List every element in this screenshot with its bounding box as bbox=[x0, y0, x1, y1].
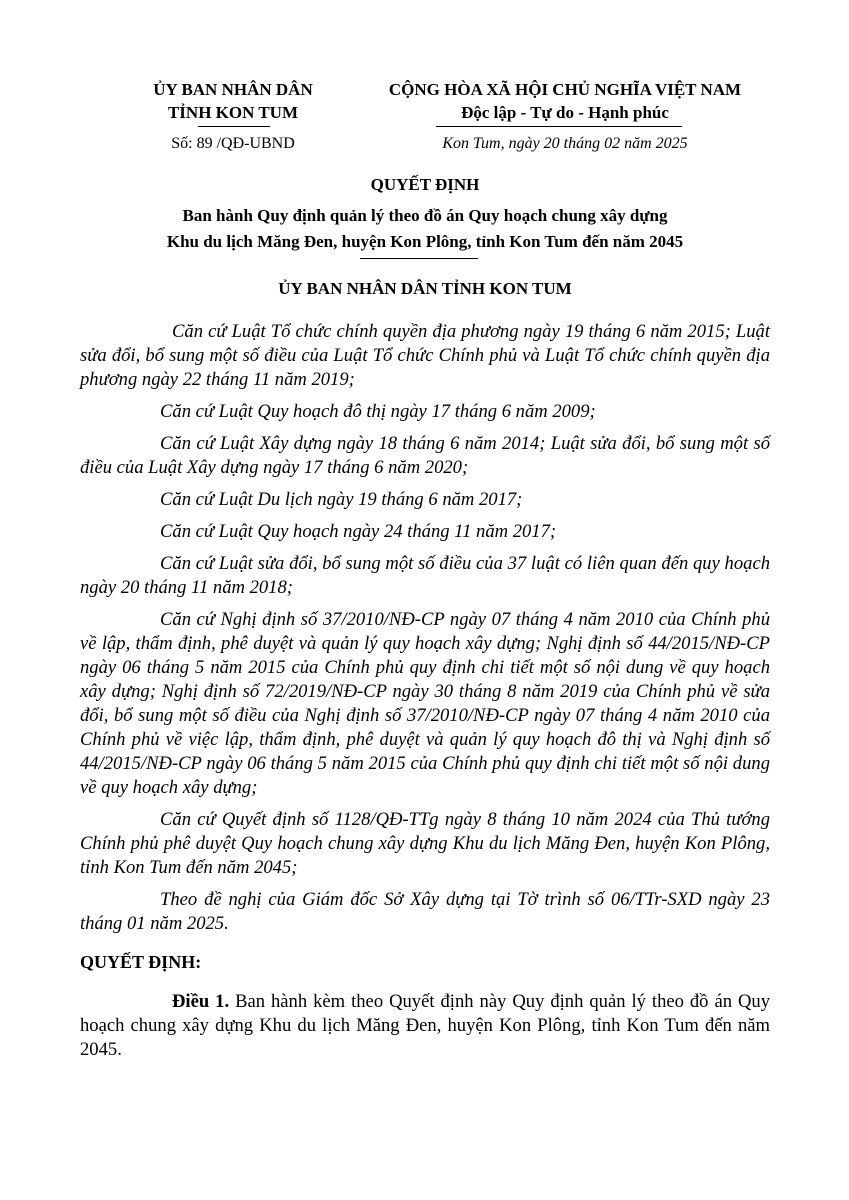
article-1-text: Ban hành kèm theo Quyết định này Quy định quản lý theo đồ án Quy hoạch chung xây dựng Khu du lịch Măng Đen, huyện Kon Plông, tỉnh Kon Tum đến năm 2045. bbox=[80, 991, 770, 1060]
authority-title: ỦY BAN NHÂN DÂN TỈNH KON TUM bbox=[278, 279, 572, 298]
subject-line2: Khu du lịch Măng Đen, huyện Kon Plông, tỉnh Kon Tum đến năm 2045 bbox=[166, 232, 684, 251]
legal-basis-item: Căn cứ Luật Xây dựng ngày 18 tháng 6 năm 2014; Luật sửa đổi, bổ sung một số điều của Luật Xây dựng ngày 17 tháng 6 năm 2020; bbox=[80, 433, 770, 478]
article-1-label: Điều 1. bbox=[172, 991, 230, 1012]
issuer-line2: TỈNH KON TUM bbox=[167, 103, 299, 122]
legal-basis-item: Căn cứ Luật Quy hoạch ngày 24 tháng 11 năm 2017; bbox=[160, 521, 557, 542]
legal-basis-item: Căn cứ Luật Du lịch ngày 19 tháng 6 năm 2017; bbox=[160, 489, 523, 510]
document-number: Số: 89 /QĐ-UBND bbox=[171, 135, 295, 152]
decision-heading: QUYẾT ĐỊNH: bbox=[80, 952, 202, 972]
national-name: CỘNG HÒA XÃ HỘI CHỦ NGHĨA VIỆT NAM bbox=[388, 80, 742, 99]
document-type-title: QUYẾT ĐỊNH bbox=[370, 175, 480, 194]
subject-underline bbox=[360, 258, 478, 259]
document-date: Kon Tum, ngày 20 tháng 02 năm 2025 bbox=[442, 135, 688, 152]
subject-line1: Ban hành Quy định quản lý theo đồ án Quy hoạch chung xây dựng bbox=[182, 206, 668, 225]
legal-basis-item: Căn cứ Quyết định số 1128/QĐ-TTg ngày 8 tháng 10 năm 2024 của Thủ tướng Chính phủ phê duyệt Quy hoạch chung xây dựng Khu du lịch Măng Đen, huyện Kon Plông, tỉnh Kon Tum đến năm 2045; bbox=[80, 809, 770, 878]
issuer-line1: ỦY BAN NHÂN DÂN bbox=[153, 80, 313, 99]
legal-basis-item: Căn cứ Luật Quy hoạch đô thị ngày 17 tháng 6 năm 2009; bbox=[160, 401, 596, 422]
motto: Độc lập - Tự do - Hạnh phúc bbox=[461, 103, 669, 122]
legal-basis-item: Căn cứ Luật Tổ chức chính quyền địa phương ngày 19 tháng 6 năm 2015; Luật sửa đổi, bổ sung một số điều của Luật Tổ chức Chính phủ và Luật Tổ chức chính quyền địa phương ngày 22 tháng 11 năm 2019; bbox=[80, 321, 770, 390]
legal-basis-item: Theo đề nghị của Giám đốc Sở Xây dựng tại Tờ trình số 06/TTr-SXD ngày 23 tháng 01 năm 2025. bbox=[80, 889, 770, 934]
legal-basis-item: Căn cứ Luật sửa đổi, bổ sung một số điều của 37 luật có liên quan đến quy hoạch ngày 20 tháng 11 năm 2018; bbox=[80, 553, 770, 598]
legal-basis-item: Căn cứ Nghị định số 37/2010/NĐ-CP ngày 07 tháng 4 năm 2010 của Chính phủ về lập, thẩm định, phê duyệt và quản lý quy hoạch xây dựng; Nghị định số 44/2015/NĐ-CP ngày 06 tháng 5 năm 2015 của Chính phủ quy định chi tiết một số nội dung về quy hoạch xây dựng; Nghị định số 72/2019/NĐ-CP ngày 30 tháng 8 năm 2019 của Chính phủ về sửa đổi, bổ sung một số điều của Nghị định số 37/2010/NĐ-CP ngày 07 tháng 4 năm 2010 của Chính phủ về việc lập, thẩm định, phê duyệt và quản lý quy hoạch đô thị và Nghị định số 44/2015/NĐ-CP ngày 06 tháng 5 năm 2015 của Chính phủ quy định chi tiết một số nội dung về quy hoạch xây dựng; bbox=[80, 609, 770, 798]
issuer-underline bbox=[198, 126, 270, 127]
document-body bbox=[80, 320, 770, 1070]
issuer-block bbox=[118, 78, 348, 124]
national-motto-block bbox=[355, 78, 775, 124]
article-1 bbox=[80, 990, 770, 1062]
motto-underline bbox=[436, 126, 682, 127]
document-subject bbox=[80, 203, 770, 255]
